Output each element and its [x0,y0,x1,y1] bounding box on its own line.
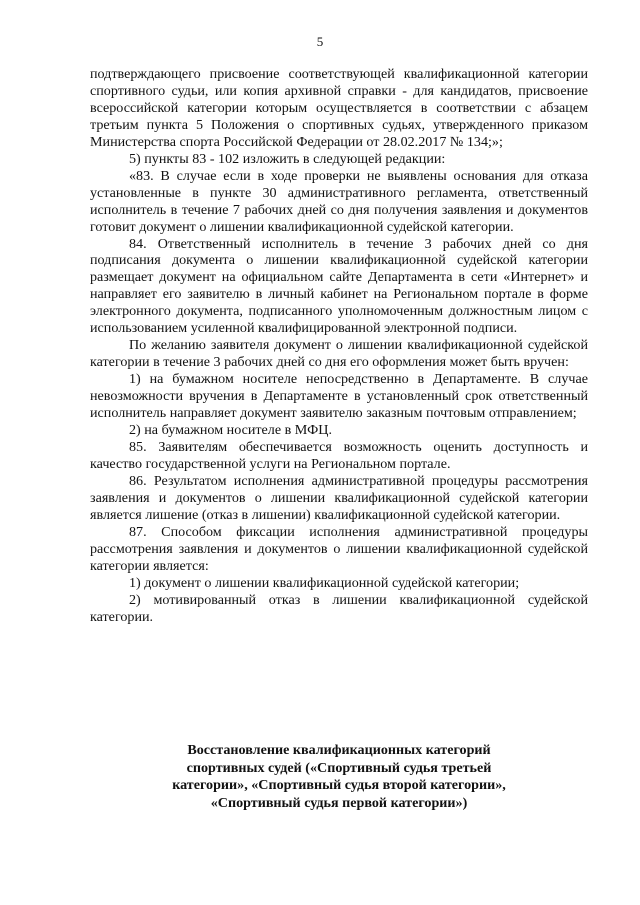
heading-line: «Спортивный судья первой категории») [210,794,468,811]
paragraph: 84. Ответственный исполнитель в течение 3 рабочих дней со дня подписания документа о лишении квалификационной судейской категории размещает документ на официальном сайте Департамента в сети «Интернет» и направляет его заявителю в личный кабинет на Региональном портале в форме электронного документа, подписанного уполномоченным должностным лицом с использованием усиленной квалифицированной электронной подписи. [90,235,588,337]
paragraph: 1) документ о лишении квалификационной судейской категории; [129,574,520,591]
paragraph: 2) мотивированный отказ в лишении квалификационной судейской категории. [90,591,588,625]
paragraph: «83. В случае если в ходе проверки не выявлены основания для отказа установленные в пункте 30 административного регламента, ответственный исполнитель в течение 7 рабочих дней со дня получения заявления и документов готовит документ о лишении квалификационной судейской категории. [90,167,588,235]
paragraph: 85. Заявителям обеспечивается возможность оценить доступность и качество государственной услуги на Региональном портале. [90,438,588,472]
heading-line: категории», «Спортивный судья второй категории», [172,777,506,793]
paragraph: 86. Результатом исполнения административной процедуры рассмотрения заявления и документов о лишении квалификационной судейской категории является лишение (отказ в лишении) квалификационной судейской категории. [90,472,588,523]
section-heading [90,742,588,812]
page-number: 5 [316,34,324,49]
paragraph: подтверждающего присвоение соответствующей квалификационной категории спортивного судьи, или копия архивной справки - для кандидатов, присвоение всероссийской категории которым осуществляется в соответствии с абзацем третьим пункта 5 Положения о спортивных судьях, утвержденного приказом Министерства спорта Российской Федерации от 28.02.2017 № 134;»; [90,66,588,150]
paragraph: 5) пункты 83 - 102 изложить в следующей редакции: [129,150,446,167]
paragraph: 1) на бумажном носителе непосредственно в Департаменте. В случае невозможности вручения в Департаменте в установленный срок ответственный исполнитель направляет документ заявителю заказным почтовым отправлением; [90,371,588,422]
document-body [90,66,588,625]
paragraph: 2) на бумажном носителе в МФЦ. [129,422,332,439]
paragraph: 87. Способом фиксации исполнения административной процедуры рассмотрения заявления и документов о лишении квалификационной судейской категории является: [90,523,588,574]
heading-line: спортивных судей («Спортивный судья третьей [186,759,492,776]
heading-line: Восстановление квалификационных категорий [187,742,491,758]
paragraph: По желанию заявителя документ о лишении квалификационной судейской категории в течение 3 рабочих дней со дня его оформления может быть вручен: [90,337,588,371]
